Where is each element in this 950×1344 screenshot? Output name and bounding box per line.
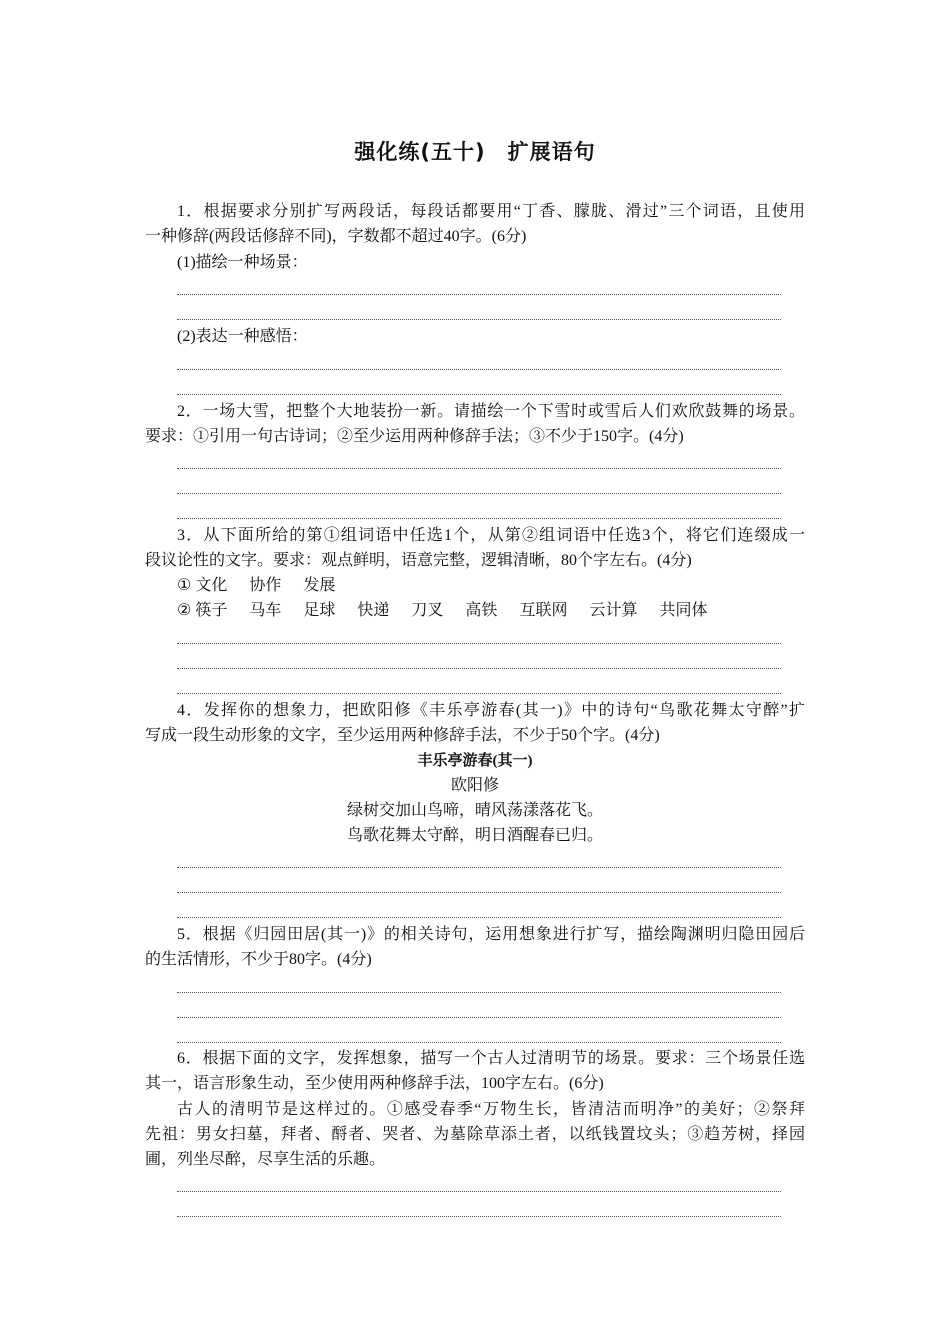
q1-sub-2: (2)表达一种感悟：: [177, 328, 308, 345]
answer-line[interactable]: [177, 867, 781, 868]
answer-line[interactable]: [177, 917, 781, 918]
word-option: 发展: [303, 577, 336, 594]
answer-line[interactable]: [177, 892, 781, 893]
answer-line[interactable]: [177, 294, 781, 295]
q3-line-2: 段议论性的文字。要求：观点鲜明，语意完整，逻辑清晰，80个字左右。(4分): [145, 552, 692, 569]
q3-word-group-1: [177, 574, 837, 598]
q6-passage-line-1: 古人的清明节是这样过的。①感受春季“万物生长，皆清洁而明净”的美好；②祭拜: [177, 1101, 805, 1118]
poem-author: 欧阳修: [450, 777, 499, 794]
answer-line[interactable]: [177, 1042, 781, 1043]
q4-line-1: 4．发挥你的想象力，把欧阳修《丰乐亭游春(其一)》中的诗句“鸟歌花舞太守醉”扩: [177, 702, 805, 719]
word-option: 足球: [303, 602, 336, 619]
page-title: 强化练(五十) 扩展语句: [354, 140, 596, 164]
word-option: 互联网: [519, 602, 568, 619]
q3-line-1: 3．从下面所给的第①组词语中任选1个，从第②组词语中任选3个，将它们连缀成一: [177, 527, 805, 544]
q5-line-2: 的生活情形，不少于80字。(4分): [145, 951, 372, 968]
answer-line[interactable]: [177, 493, 781, 494]
word-option: 协作: [249, 577, 282, 594]
word-option: 马车: [249, 602, 282, 619]
word-option: 高铁: [465, 602, 498, 619]
answer-line[interactable]: [177, 394, 781, 395]
q2-line-2: 要求：①引用一句古诗词；②至少运用两种修辞手法；③不少于150字。(4分): [145, 428, 684, 445]
q5-line-1: 5．根据《归园田居(其一)》的相关诗句，运用想象进行扩写，描绘陶渊明归隐田园后: [177, 926, 805, 943]
q4-line-2: 写成一段生动形象的文字，至少运用两种修辞手法，不少于50个字。(4分): [145, 727, 660, 744]
poem-line-2: 鸟歌花舞太守醉，明日酒醒春已归。: [346, 827, 603, 844]
q2-line-1: 2．一场大雪，把整个大地装扮一新。请描绘一个下雪时或雪后人们欢欣鼓舞的场景。: [177, 403, 805, 420]
word-option: 刀叉: [411, 602, 444, 619]
answer-line[interactable]: [177, 693, 781, 694]
word-option: 筷子: [195, 602, 228, 619]
answer-line[interactable]: [177, 518, 781, 519]
group-2-label: ②: [177, 602, 192, 619]
q1-sub-1: (1)描绘一种场景：: [177, 254, 308, 271]
answer-line[interactable]: [177, 643, 781, 644]
answer-line[interactable]: [177, 1191, 781, 1192]
answer-line[interactable]: [177, 668, 781, 669]
q3-word-group-2: [177, 599, 837, 623]
q6-passage-line-2: 先祖：男女扫墓，拜者、酹者、哭者、为墓除草添土者，以纸钱置坟头；③趋芳树，择园: [145, 1126, 805, 1143]
answer-line[interactable]: [177, 992, 781, 993]
word-option: 快递: [357, 602, 390, 619]
q1-line-2: 一种修辞(两段话修辞不同)，字数都不超过40字。(6分): [145, 228, 527, 245]
q6-passage-line-3: 圃，列坐尽醉，尽享生活的乐趣。: [145, 1151, 386, 1168]
word-option: 云计算: [589, 602, 638, 619]
word-option: 共同体: [659, 602, 708, 619]
answer-line[interactable]: [177, 468, 781, 469]
answer-line[interactable]: [177, 369, 781, 370]
q1-line-1: 1．根据要求分别扩写两段话，每段话都要用“丁香、朦胧、滑过”三个词语，且使用: [177, 203, 805, 220]
poem-line-1: 绿树交加山鸟啼，晴风荡漾落花飞。: [346, 802, 603, 819]
q6-line-2: 其一，语言形象生动，至少使用两种修辞手法，100字左右。(6分): [145, 1075, 604, 1092]
answer-line[interactable]: [177, 319, 781, 320]
q6-line-1: 6．根据下面的文字，发挥想象，描写一个古人过清明节的场景。要求：三个场景任选: [177, 1050, 805, 1067]
word-option: 文化: [195, 577, 228, 594]
group-1-label: ①: [177, 577, 192, 594]
answer-line[interactable]: [177, 1216, 781, 1217]
poem-title: 丰乐亭游春(其一): [417, 753, 533, 769]
answer-line[interactable]: [177, 1017, 781, 1018]
